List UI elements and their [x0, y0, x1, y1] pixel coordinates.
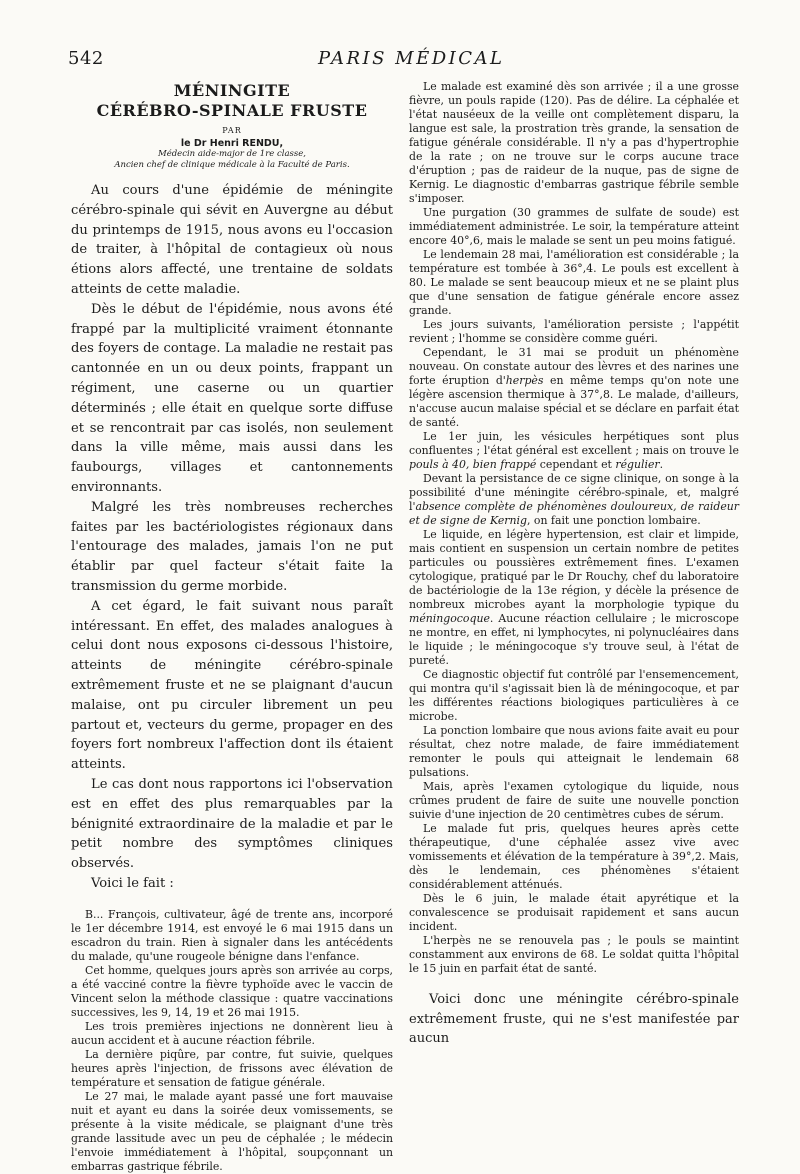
observation-paragraph: Le malade est examiné dès son arrivée ; il a une grosse fièvre, un pouls rapide (120). Pas de délire. La céphalée et l'état nauséeux de la veille ont complètement disparu, la langue est sale, la prostration très grande, la sensation de fatigue générale considérable. Il n'y a pas d'hypertrophie de la rate ; on ne trouve sur le corps aucune trace d'éruption ; pas de raideur de la nuque, pas de signe de Kernig. Le diagnostic d'embarras gastrique fébrile semble s'imposer. [409, 80, 739, 205]
observation-paragraph: Les jours suivants, l'amélioration persiste ; l'appétit revient ; l'homme se considère comme guéri. [409, 318, 739, 345]
text-run: , on fait une ponction lombaire. [526, 514, 701, 527]
text-run: . [659, 458, 664, 471]
left-column [71, 81, 393, 1173]
journal-title: PARIS MÉDICAL [318, 48, 505, 69]
intro-paragraph: Le cas dont nous rapportons ici l'observation est en effet des plus remarquables par la bénignité extraordinaire de la maladie et par le petit nombre des symptômes cliniques observés. [71, 776, 393, 872]
intro-paragraph: A cet égard, le fait suivant nous paraît intéressant. En effet, des malades analogues à celui dont nous exposons ci-dessous l'histoire, atteints de méningite cérébro-spinale extrêmement fruste et ne se plaignant d'aucun malaise, ont pu circuler librement un peu partout et, vecteurs du germe, propager en des foyers fort nombreux l'affection dont ils étaient atteints. [71, 598, 393, 773]
text-run: Cependant, le 31 mai se produit un phénomène nouveau. On constate autour des lèvres et des narines une forte éruption d' [409, 346, 739, 387]
author-affiliation-1: Médecin aide-major de 1re classe, [157, 149, 306, 159]
observation-paragraph: Mais, après l'examen cytologique du liquide, nous crûmes prudent de faire de suite une nouvelle ponction suivie d'une injection de 20 centimètres cubes de sérum. [409, 780, 739, 821]
right-column [409, 80, 739, 1128]
observation-paragraph: Le 27 mai, le malade ayant passé une fort mauvaise nuit et ayant eu dans la soirée deux vomissements, se présente à la visite médicale, se plaignant d'une très grande lassitude avec un peu de céphalée ; le médecin l'envoie immédiatement à l'hôpital, soupçonnant un embarras gastrique fébrile. [71, 1089, 393, 1173]
italic-term: régulier [615, 458, 660, 471]
author-affiliation-2: Ancien chef de clinique médicale à la Faculté de Paris. [114, 160, 350, 170]
observation-paragraph: L'herpès ne se renouvela pas ; le pouls se maintint constamment aux environs de 68. Le soldat quitta l'hôpital le 15 juin en parfait état de santé. [409, 934, 739, 975]
intro-paragraph: Au cours d'une épidémie de méningite cérébro-spinale qui sévit en Auvergne au début du printemps de 1915, nous avons eu l'occasion de traiter, à l'hôpital de contagieux où nous étions alors affecté, une trentaine de soldats atteints de cette maladie. [71, 183, 393, 297]
observation-paragraph [409, 430, 739, 472]
page-number: 542 [68, 48, 104, 69]
italic-term: méningocoque [409, 612, 490, 625]
observation-paragraph: Une purgation (30 grammes de sulfate de soude) est immédiatement administrée. Le soir, la température atteint encore 40°,6, mais le malade se sent un peu moins fatigué. [409, 206, 739, 247]
byline-par: PAR [222, 126, 242, 135]
text-run: . Aucune réaction cellulaire ; le microscope ne montre, en effet, ni lymphocytes, ni polynucléaires dans le liquide ; le méningocoque s'y trouve seul, à l'état de pureté. [409, 612, 739, 667]
italic-term: pouls à 40, bien frappé [409, 458, 537, 471]
observation-paragraph [409, 346, 739, 430]
italic-term: absence complète de phénomènes douloureux, de raideur et de signe de Kernig [409, 500, 739, 527]
article-title-line-1: MÉNINGITE [173, 81, 291, 100]
text-run: Devant la persistance de ce signe clinique, on songe à la possibilité d'une méningite cérébro-spinale, et, malgré l' [409, 472, 739, 513]
observation-paragraph: B... François, cultivateur, âgé de trente ans, incorporé le 1er décembre 1914, est envoyé le 6 mai 1915 dans un escadron du train. Rien à signaler dans les antécédents du malade, qu'une rougeole bénigne dans l'enfance. [71, 907, 393, 963]
observation-paragraph [409, 472, 739, 528]
observation-paragraph: Les trois premières injections ne donnèrent lieu à aucun accident et à aucune réaction fébrile. [71, 1019, 393, 1047]
intro-paragraph: Voici le fait : [91, 875, 174, 891]
observation-paragraph [409, 528, 739, 668]
text-run: Le 1er juin, les vésicules herpétiques sont plus confluentes ; l'état général est excellent ; mais on trouve le [409, 430, 739, 457]
italic-term: herpès [505, 374, 544, 387]
observation-paragraph: Dès le 6 juin, le malade était apyrétique et la convalescence se produisait rapidement et sans aucun incident. [409, 892, 739, 933]
intro-paragraph: Malgré les très nombreuses recherches faites par les bactériologistes régionaux dans l'entourage des malades, jamais l'on ne put établir par quel facteur s'était faite la transmission du germe morbide. [71, 499, 393, 594]
closing-section [409, 990, 739, 1049]
observation-start [71, 908, 393, 1174]
text-run: en même temps qu'on note une légère ascension thermique à 37°,8. Le malade, d'ailleurs, n'accuse aucun malaise spécial et se déclare en parfait état de santé. [409, 374, 739, 429]
closing-paragraph: Voici donc une méningite cérébro-spinale extrêmement fruste, qui ne s'est manifestée par aucun [409, 992, 739, 1046]
article-title [71, 81, 393, 121]
observation-paragraph: Le malade fut pris, quelques heures après cette thérapeutique, d'une céphalée assez vive avec vomissements et élévation de la température à 39°,2. Mais, dès le lendemain, ces phénomènes s'étaient considérablement atténués. [409, 822, 739, 891]
observation-paragraph: Cet homme, quelques jours après son arrivée au corps, a été vacciné contre la fièvre typhoïde avec le vaccin de Vincent selon la méthode classique : quatre vaccinations successives, les 9, 14, 19 et 26 mai 1915. [71, 963, 393, 1019]
author-name: le Dr Henri RENDU, [180, 138, 284, 149]
introduction [71, 181, 393, 894]
intro-paragraph: Dès le début de l'épidémie, nous avons été frappé par la multiplicité vraiment étonnante des foyers de contage. La maladie ne restait pas cantonnée en un ou deux points, frappant un régiment, une caserne ou un quartier déterminés ; elle était en quelque sorte diffuse et se rencontrait par cas isolés, non seulement dans la ville même, mais aussi dans les faubourgs, villages et cantonnements environnants. [71, 301, 393, 495]
observation-paragraph: La dernière piqûre, par contre, fut suivie, quelques heures après l'injection, de frissons avec élévation de température et sensation de fatigue générale. [71, 1047, 393, 1089]
text-run: Le liquide, en légère hypertension, est clair et limpide, mais contient en suspension un certain nombre de petites particules ou poussières extrêmement fines. L'examen cytologique, pratiqué par le Dr Rouchy, chef du laboratoire de bactériologie de la 13e région, y décèle la présence de nombreux microbes ayant la morphologie typique du [409, 528, 739, 611]
text-run: cependant et [536, 458, 616, 471]
article-title-line-2: CÉRÉBRO-SPINALE FRUSTE [96, 101, 368, 120]
observation-paragraph: La ponction lombaire que nous avions faite avait eu pour résultat, chez notre malade, de faire immédiatement remonter le pouls qui atteignait le lendemain 68 pulsations. [409, 724, 739, 779]
observation-paragraph: Ce diagnostic objectif fut contrôlé par l'ensemencement, qui montra qu'il s'agissait bien là de méningocoque, et par les différentes réactions biologiques particulières à ce microbe. [409, 668, 739, 723]
observation-paragraph: Le lendemain 28 mai, l'amélioration est considérable ; la température est tombée à 36°,4. Le pouls est excellent à 80. Le malade se sent beaucoup mieux et ne se plaint plus que d'une sensation de fatigue générale encore assez grande. [409, 248, 739, 317]
